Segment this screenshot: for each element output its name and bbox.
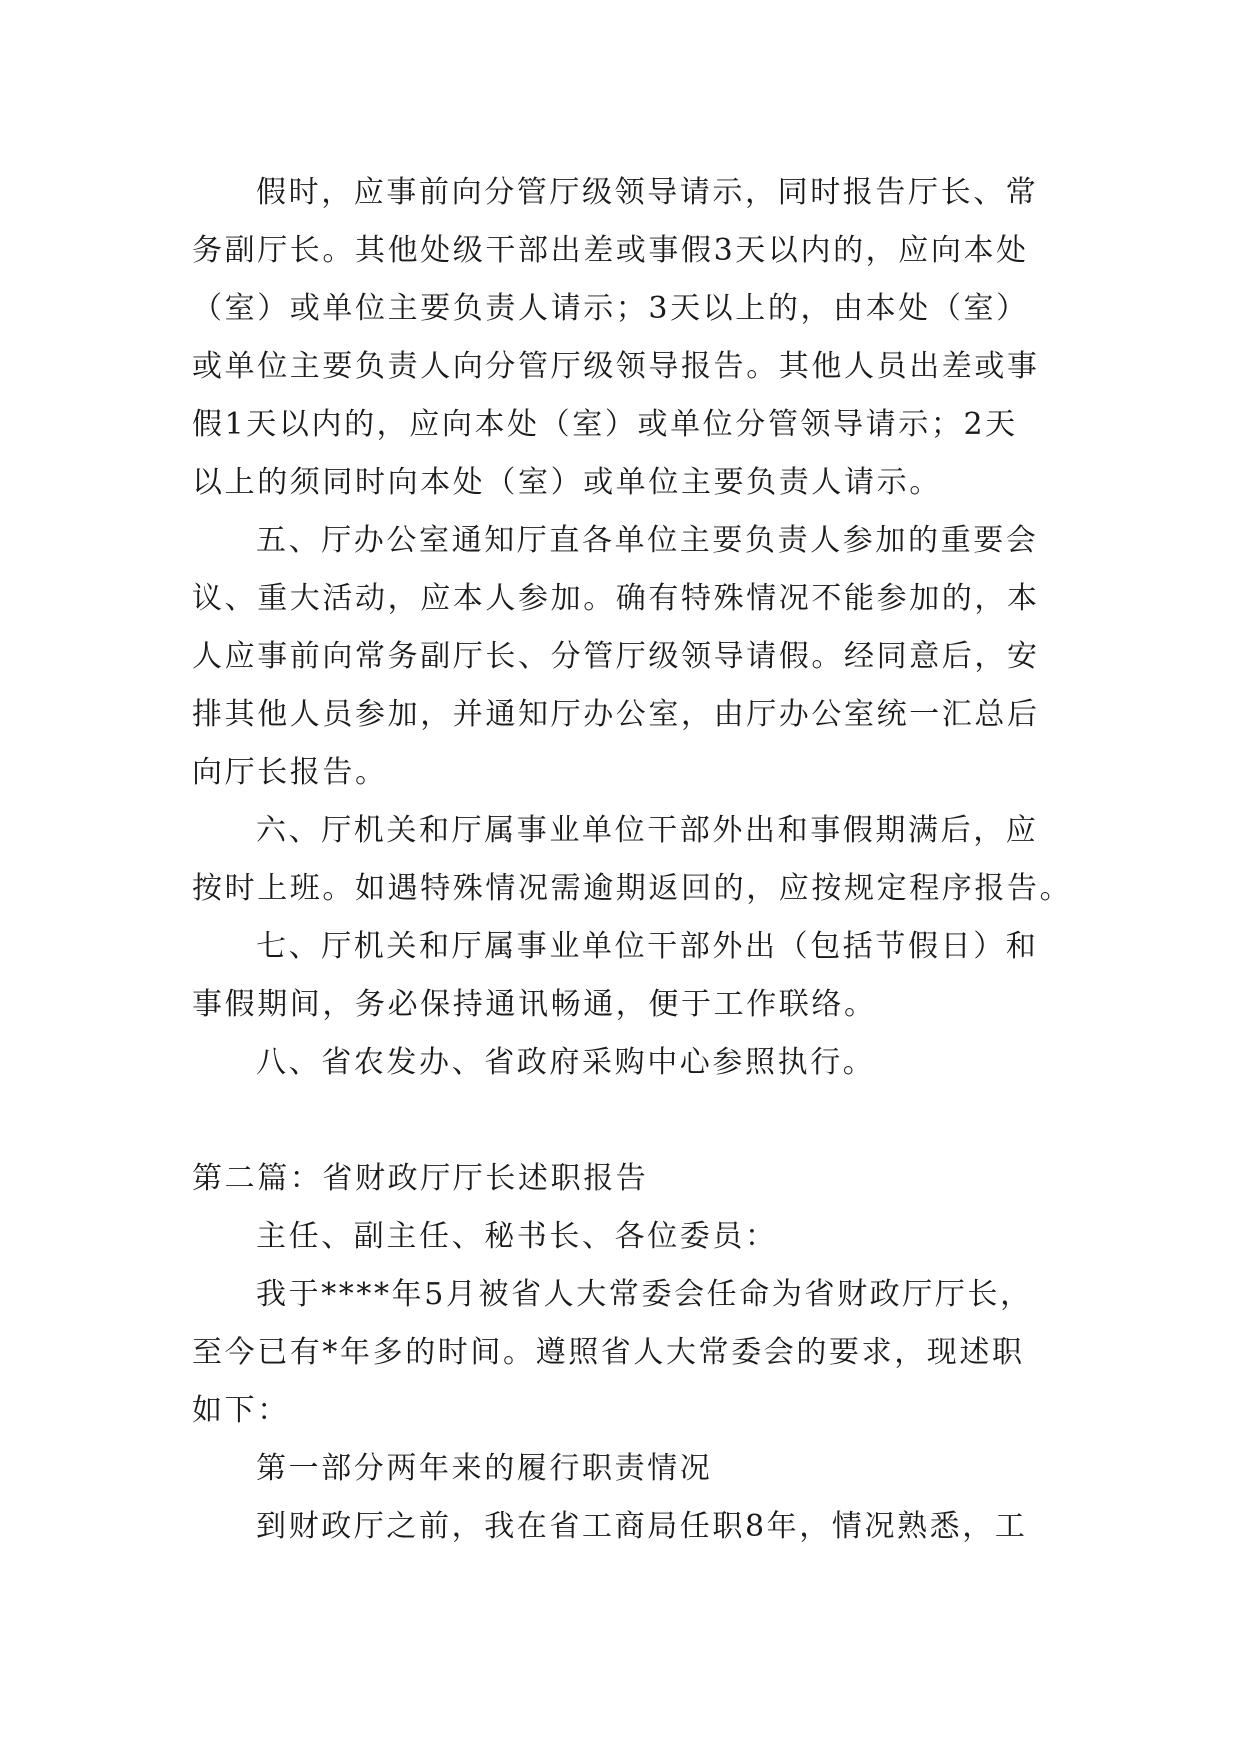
text-line: 至今已有*年多的时间。遵照省人大常委会的要求，现述职 — [192, 1335, 1025, 1370]
text-line: 八、省农发办、省政府采购中心参照执行。 — [256, 1045, 876, 1080]
text-line: 向厅长报告。 — [192, 755, 388, 790]
section-heading: 第二篇：省财政厅厅长述职报告 — [192, 1161, 649, 1196]
subsection-heading: 第一部分两年来的履行职责情况 — [256, 1451, 713, 1486]
text-line: 六、厅机关和厅属事业单位干部外出和事假期满后，应 — [256, 813, 1039, 848]
text-line: 七、厅机关和厅属事业单位干部外出（包括节假日）和 — [256, 929, 1039, 964]
text-line: 排其他人员参加，并通知厅办公室，由厅办公室统一汇总后 — [192, 697, 1040, 732]
text-line: 假时，应事前向分管厅级领导请示，同时报告厅长、常 — [256, 175, 1039, 210]
text-line: 假1天以内的，应向本处（室）或单位分管领导请示；2天 — [192, 407, 1018, 442]
text-line: 事假期间，务必保持通讯畅通，便于工作联络。 — [192, 987, 877, 1022]
text-line: （室）或单位主要负责人请示；3天以上的，由本处（室） — [192, 291, 1029, 326]
text-line: 务副厅长。其他处级干部出差或事假3天以内的，应向本处 — [192, 233, 1029, 268]
text-line: 议、重大活动，应本人参加。确有特殊情况不能参加的，本 — [192, 581, 1040, 616]
document-body — [192, 164, 1073, 1556]
text-line: 如下： — [192, 1393, 290, 1428]
text-line: 人应事前向常务副厅长、分管厅级领导请假。经同意后，安 — [192, 639, 1040, 674]
text-line: 以上的须同时向本处（室）或单位主要负责人请示。 — [192, 465, 942, 500]
section-gap — [192, 1092, 1052, 1150]
text-line: 五、厅办公室通知厅直各单位主要负责人参加的重要会 — [256, 523, 1039, 558]
text-line: 或单位主要负责人向分管厅级领导报告。其他人员出差或事 — [192, 349, 1040, 384]
text-line: 按时上班。如遇特殊情况需逾期返回的，应按规定程序报告。 — [192, 871, 1073, 906]
text-line: 到财政厅之前，我在省工商局任职8年，情况熟悉，工 — [256, 1509, 1028, 1544]
text-line: 我于****年5月被省人大常委会任命为省财政厅厅长， — [256, 1277, 1033, 1312]
salutation: 主任、副主任、秘书长、各位委员： — [256, 1219, 778, 1254]
